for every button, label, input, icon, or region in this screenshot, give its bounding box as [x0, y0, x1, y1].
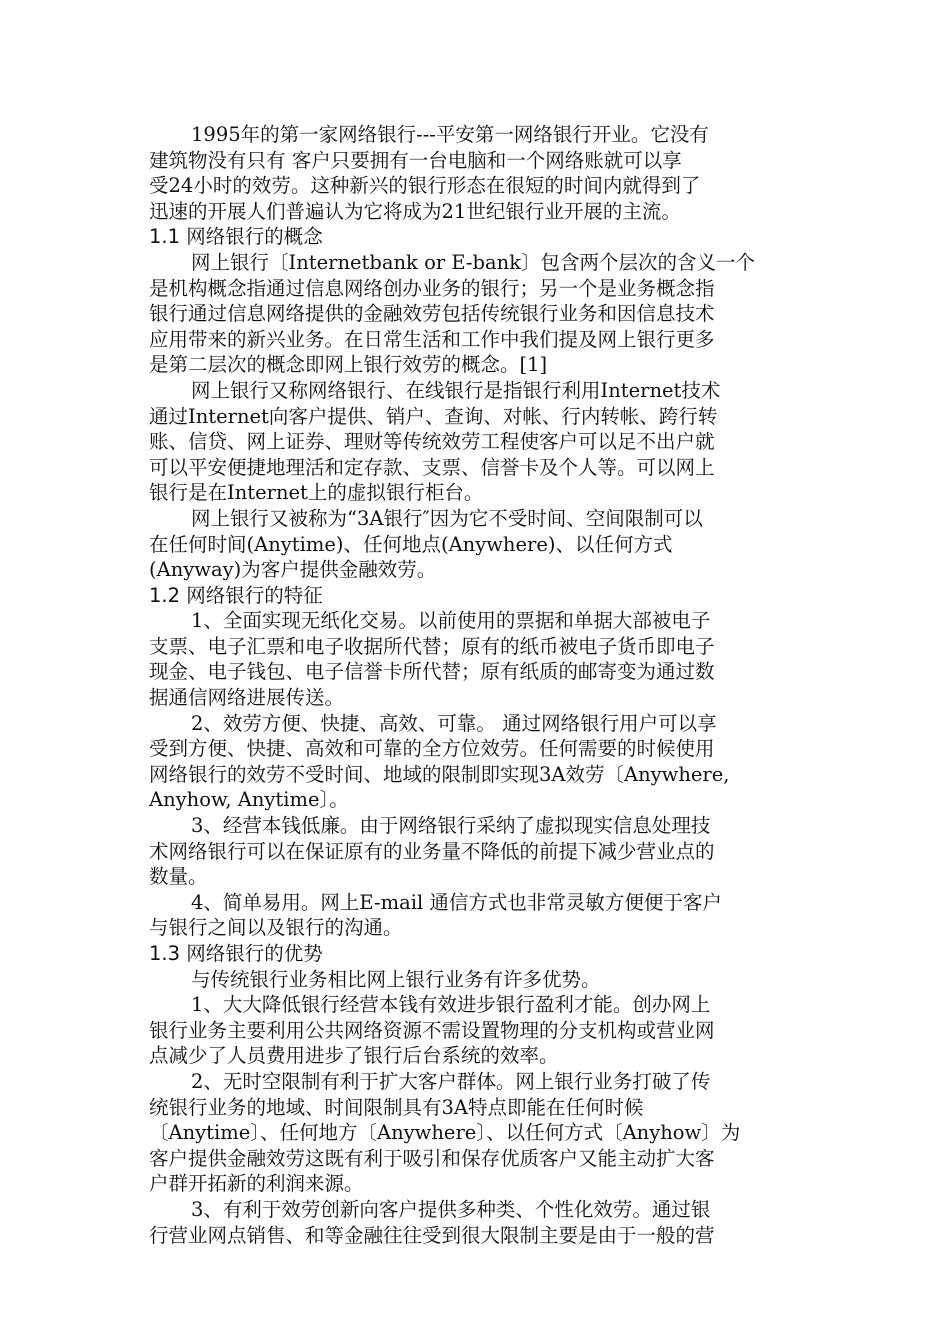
- paragraph-line: 银行业务主要利用公共网络资源不需设置物理的分支机构或营业网: [149, 1018, 715, 1042]
- paragraph-line: 迅速的开展人们普遍认为它将成为21世纪银行业开展的主流。: [149, 199, 681, 223]
- paragraph-line: 网上银行又被称为“3A银行″因为它不受时间、空间限制可以: [191, 506, 703, 530]
- paragraph-line: 1、全面实现无纸化交易。以前使用的票据和单据大部被电子: [191, 609, 711, 633]
- paragraph-line: 应用带来的新兴业务。在日常生活和工作中我们提及网上银行更多: [149, 327, 715, 351]
- paragraph-line: 行营业网点销售、和等金融往往受到很大限制主要是由于一般的营: [149, 1223, 715, 1247]
- paragraph-line: 是机构概念指通过信息网络创办业务的银行；另一个是业务概念指: [149, 276, 715, 300]
- paragraph-line: 点减少了人员费用进步了银行后台系统的效率。: [149, 1044, 559, 1068]
- paragraph-line: 4、简单易用。网上E-mail 通信方式也非常灵敏方便便于客户: [191, 890, 722, 914]
- paragraph-line: 是第二层次的概念即网上银行效劳的概念。[1]: [149, 353, 548, 377]
- paragraph-line: 现金、电子钱包、电子信誉卡所代替；原有纸质的邮寄变为通过数: [149, 660, 715, 684]
- paragraph-line: 支票、电子汇票和电子收据所代替；原有的纸币被电子货币即电子: [149, 634, 715, 658]
- paragraph-line: 网上银行又称网络银行、在线银行是指银行利用Internet技术: [191, 378, 721, 402]
- paragraph-line: 网络银行的效劳不受时间、地域的限制即实现3A效劳〔Anywhere,: [149, 762, 730, 786]
- document-body: [149, 122, 799, 1248]
- paragraph-line: 网上银行〔Internetbank or E-bank〕包含两个层次的含义一个: [191, 250, 756, 274]
- paragraph-line: Anyhow, Anytime〕。: [149, 788, 349, 812]
- paragraph-line: 统银行业务的地域、时间限制具有3A特点即能在任何时候: [149, 1095, 644, 1119]
- paragraph-line: 〔Anytime〕、任何地方〔Anywhere〕、以任何方式〔Anyhow〕为: [149, 1121, 741, 1145]
- paragraph-line: 银行通过信息网络提供的金融效劳包括传统银行业务和因信息技术: [149, 302, 715, 326]
- paragraph-line: 1、大大降低银行经营本钱有效进步银行盈利才能。创办网上: [191, 993, 711, 1017]
- section-heading: 1.1 网络银行的概念: [149, 225, 323, 249]
- paragraph-line: 银行是在Internet上的虚拟银行柜台。: [149, 481, 484, 505]
- section-heading: 1.2 网络银行的特征: [149, 583, 323, 607]
- paragraph-line: 与银行之间以及银行的沟通。: [149, 916, 403, 940]
- paragraph-line: 术网络银行可以在保证原有的业务量不降低的前提下减少营业点的: [149, 839, 715, 863]
- paragraph-line: 受24小时的效劳。这种新兴的银行形态在很短的时间内就得到了: [149, 174, 701, 198]
- paragraph-line: 据通信网络进展传送。: [149, 686, 345, 710]
- paragraph-line: 可以平安便捷地理活和定存款、支票、信誉卡及个人等。可以网上: [149, 455, 715, 479]
- paragraph-line: 通过Internet向客户提供、销户、查询、对帐、行内转帐、跨行转: [149, 404, 718, 428]
- paragraph-line: 2、效劳方便、快捷、高效、可靠。 通过网络银行用户可以享: [191, 711, 717, 735]
- paragraph-line: 户群开拓新的利润来源。: [149, 1172, 364, 1196]
- paragraph-line: 1995年的第一家网络银行---平安第一网络银行开业。它没有: [191, 123, 709, 146]
- section-heading: 1.3 网络银行的优势: [149, 942, 323, 965]
- paragraph-line: 与传统银行业务相比网上银行业务有许多优势。: [191, 967, 601, 991]
- paragraph-line: 建筑物没有只有 客户只要拥有一台电脑和一个网络账就可以享: [149, 148, 682, 172]
- paragraph-line: (Anyway)为客户提供金融效劳。: [149, 558, 437, 582]
- paragraph-line: 在任何时间(Anytime)、任何地点(Anywhere)、以任何方式: [149, 532, 673, 556]
- paragraph-line: 数量。: [149, 865, 208, 889]
- paragraph-line: 3、经营本钱低廉。由于网络银行采纳了虚拟现实信息处理技: [191, 814, 711, 838]
- paragraph-line: 客户提供金融效劳这既有利于吸引和保存优质客户又能主动扩大客: [149, 1146, 715, 1170]
- paragraph-line: 2、无时空限制有利于扩大客户群体。网上银行业务打破了传: [191, 1069, 711, 1093]
- paragraph-line: 受到方便、快捷、高效和可靠的全方位效劳。任何需要的时候使用: [149, 737, 715, 761]
- paragraph-line: 3、有利于效劳创新向客户提供多种类、个性化效劳。通过银: [191, 1197, 711, 1221]
- paragraph-line: 账、信贷、网上证券、理财等传统效劳工程使客户可以足不出户就: [149, 430, 715, 454]
